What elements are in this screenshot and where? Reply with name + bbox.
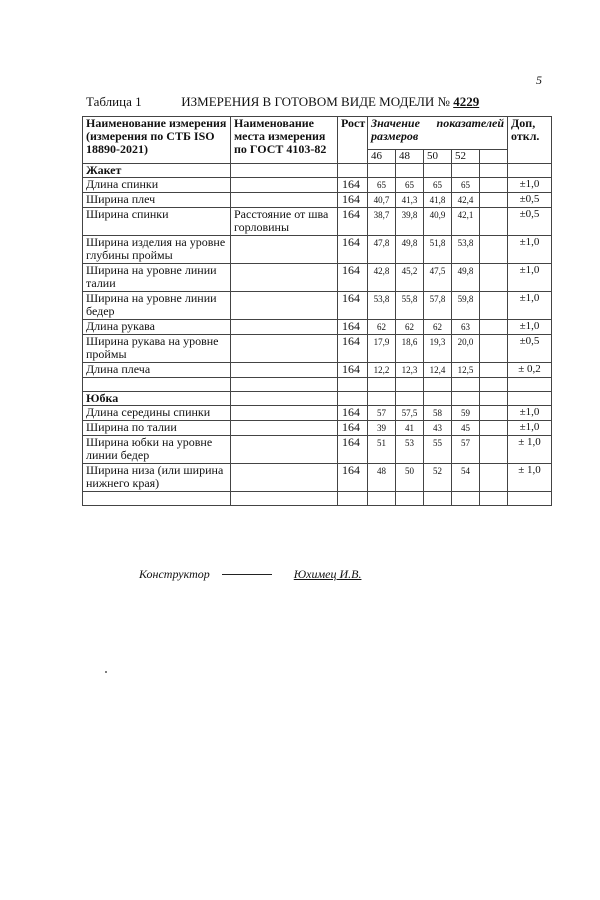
tolerance-cell: ±1,0	[508, 264, 552, 292]
blank-cell	[480, 378, 508, 392]
measurement-name: Ширина на уровне линии талии	[83, 264, 231, 292]
section-empty-cell	[338, 164, 368, 178]
stray-dot	[105, 671, 107, 673]
value-cell: 45,2	[396, 264, 424, 292]
value-cell: 47,5	[424, 264, 452, 292]
growth-cell: 164	[338, 320, 368, 335]
section-row	[83, 164, 552, 178]
blank-cell	[338, 492, 368, 506]
section-empty-cell	[368, 392, 396, 406]
signature-name: Юхимец И.В.	[293, 567, 362, 581]
tolerance-cell: ±1,0	[508, 421, 552, 436]
blank-row	[83, 492, 552, 506]
value-cell: 55,8	[396, 292, 424, 320]
growth-cell: 164	[338, 406, 368, 421]
value-cell: 43	[424, 421, 452, 436]
blank-row	[83, 378, 552, 392]
blank-cell	[508, 378, 552, 392]
blank-cell	[83, 492, 231, 506]
value-cell: 41,8	[424, 193, 452, 208]
value-cell: 48	[368, 464, 396, 492]
growth-cell: 164	[338, 178, 368, 193]
measurement-place	[231, 363, 338, 378]
section-empty-cell	[508, 164, 552, 178]
signature-block	[139, 567, 361, 582]
value-cell: 17,9	[368, 335, 396, 363]
measurement-place: Расстояние от шва горловины	[231, 208, 338, 236]
table-row	[83, 464, 552, 492]
tolerance-cell: ±0,5	[508, 193, 552, 208]
tolerance-cell: ± 1,0	[508, 464, 552, 492]
header-growth: Рост	[338, 117, 368, 164]
growth-cell: 164	[338, 464, 368, 492]
table-row	[83, 320, 552, 335]
value-cell: 12,2	[368, 363, 396, 378]
value-cell: 53,8	[452, 236, 480, 264]
header-tolerance: Доп, откл.	[508, 117, 552, 164]
header-measurement-place: Наименование места измерения по ГОСТ 4103-82	[231, 117, 338, 164]
blank-cell	[231, 378, 338, 392]
blank-cell	[396, 378, 424, 392]
section-empty-cell	[338, 392, 368, 406]
measurement-name: Длина спинки	[83, 178, 231, 193]
size-header: 48	[396, 150, 424, 164]
blank-cell	[452, 492, 480, 506]
table-row	[83, 178, 552, 193]
value-cell: 42,4	[452, 193, 480, 208]
tolerance-cell: ±0,5	[508, 335, 552, 363]
table-caption	[86, 94, 479, 110]
value-cell: 20,0	[452, 335, 480, 363]
growth-cell: 164	[338, 236, 368, 264]
measurement-name: Ширина юбки на уровне линии бедер	[83, 436, 231, 464]
measurement-place	[231, 236, 338, 264]
blank-cell	[396, 492, 424, 506]
page-number: 5	[536, 73, 542, 87]
section-empty-cell	[424, 392, 452, 406]
section-row	[83, 392, 552, 406]
value-cell	[480, 464, 508, 492]
tolerance-cell: ± 0,2	[508, 363, 552, 378]
blank-cell	[83, 378, 231, 392]
header-values-c: размеров	[371, 129, 419, 143]
value-cell: 12,5	[452, 363, 480, 378]
value-cell: 42,8	[368, 264, 396, 292]
value-cell: 65	[396, 178, 424, 193]
measurement-name: Длина рукава	[83, 320, 231, 335]
header-values	[368, 117, 508, 150]
value-cell: 40,7	[368, 193, 396, 208]
table-row	[83, 236, 552, 264]
tolerance-cell: ±1,0	[508, 406, 552, 421]
measurement-name: Длина середины спинки	[83, 406, 231, 421]
table-title: ИЗМЕРЕНИЯ В ГОТОВОМ ВИДЕ МОДЕЛИ №	[181, 94, 450, 109]
measurement-place	[231, 335, 338, 363]
section-empty-cell	[452, 392, 480, 406]
blank-cell	[452, 378, 480, 392]
value-cell: 47,8	[368, 236, 396, 264]
measurement-place	[231, 292, 338, 320]
signature-line	[222, 574, 272, 575]
value-cell	[480, 178, 508, 193]
blank-cell	[231, 492, 338, 506]
section-empty-cell	[452, 164, 480, 178]
value-cell: 62	[424, 320, 452, 335]
value-cell: 57	[368, 406, 396, 421]
table-row	[83, 264, 552, 292]
value-cell	[480, 208, 508, 236]
size-header: 46	[368, 150, 396, 164]
value-cell	[480, 236, 508, 264]
size-header: 50	[424, 150, 452, 164]
growth-cell: 164	[338, 193, 368, 208]
section-empty-cell	[231, 164, 338, 178]
section-empty-cell	[508, 392, 552, 406]
section-empty-cell	[396, 164, 424, 178]
growth-cell: 164	[338, 208, 368, 236]
measurement-place	[231, 178, 338, 193]
value-cell: 19,3	[424, 335, 452, 363]
value-cell	[480, 436, 508, 464]
value-cell: 57,8	[424, 292, 452, 320]
tolerance-cell: ± 1,0	[508, 436, 552, 464]
measurement-name: Длина плеча	[83, 363, 231, 378]
value-cell	[480, 363, 508, 378]
tolerance-cell: ±0,5	[508, 208, 552, 236]
value-cell: 57	[452, 436, 480, 464]
header-values-b: показателей	[436, 116, 505, 130]
value-cell: 65	[424, 178, 452, 193]
table-row	[83, 208, 552, 236]
value-cell	[480, 193, 508, 208]
value-cell: 63	[452, 320, 480, 335]
signature-role: Конструктор	[139, 567, 210, 581]
measurement-place	[231, 320, 338, 335]
growth-cell: 164	[338, 292, 368, 320]
measurement-name: Ширина рукава на уровне проймы	[83, 335, 231, 363]
value-cell: 57,5	[396, 406, 424, 421]
measurement-name: Ширина низа (или ширина нижнего края)	[83, 464, 231, 492]
table-label: Таблица 1	[86, 94, 142, 109]
measurement-place	[231, 436, 338, 464]
value-cell: 53	[396, 436, 424, 464]
measurement-place	[231, 406, 338, 421]
measurement-name: Ширина на уровне линии бедер	[83, 292, 231, 320]
blank-cell	[368, 492, 396, 506]
growth-cell: 164	[338, 264, 368, 292]
value-cell: 39,8	[396, 208, 424, 236]
section-empty-cell	[480, 164, 508, 178]
value-cell: 65	[368, 178, 396, 193]
value-cell	[480, 264, 508, 292]
measurement-place	[231, 193, 338, 208]
header-measurement-name: Наименование измерения (измерения по СТБ ISO 18890-2021)	[83, 117, 231, 164]
value-cell: 62	[396, 320, 424, 335]
value-cell: 41	[396, 421, 424, 436]
blank-cell	[338, 378, 368, 392]
value-cell: 49,8	[396, 236, 424, 264]
measurement-name: Ширина по талии	[83, 421, 231, 436]
value-cell: 50	[396, 464, 424, 492]
table-row	[83, 436, 552, 464]
tolerance-cell: ±1,0	[508, 320, 552, 335]
blank-cell	[480, 492, 508, 506]
header-values-a: Значение	[371, 116, 420, 130]
growth-cell: 164	[338, 421, 368, 436]
tolerance-cell: ±1,0	[508, 236, 552, 264]
value-cell: 18,6	[396, 335, 424, 363]
value-cell: 65	[452, 178, 480, 193]
blank-cell	[368, 378, 396, 392]
section-empty-cell	[396, 392, 424, 406]
value-cell: 59	[452, 406, 480, 421]
value-cell	[480, 335, 508, 363]
value-cell: 42,1	[452, 208, 480, 236]
table-row	[83, 421, 552, 436]
section-empty-cell	[424, 164, 452, 178]
measurement-place	[231, 421, 338, 436]
value-cell: 51	[368, 436, 396, 464]
table-row	[83, 406, 552, 421]
value-cell	[480, 320, 508, 335]
value-cell: 45	[452, 421, 480, 436]
growth-cell: 164	[338, 335, 368, 363]
value-cell: 12,4	[424, 363, 452, 378]
measurements-table	[82, 116, 552, 506]
table-row	[83, 193, 552, 208]
blank-cell	[508, 492, 552, 506]
measurement-name: Ширина изделия на уровне глубины проймы	[83, 236, 231, 264]
blank-cell	[424, 492, 452, 506]
value-cell: 12,3	[396, 363, 424, 378]
value-cell	[480, 421, 508, 436]
value-cell: 53,8	[368, 292, 396, 320]
measurement-place	[231, 464, 338, 492]
growth-cell: 164	[338, 436, 368, 464]
value-cell: 49,8	[452, 264, 480, 292]
blank-cell	[424, 378, 452, 392]
table-row	[83, 363, 552, 378]
value-cell: 55	[424, 436, 452, 464]
value-cell	[480, 406, 508, 421]
value-cell: 52	[424, 464, 452, 492]
section-title: Жакет	[83, 164, 231, 178]
value-cell: 58	[424, 406, 452, 421]
measurement-place	[231, 264, 338, 292]
table-row	[83, 335, 552, 363]
value-cell: 38,7	[368, 208, 396, 236]
size-header: 52	[452, 150, 480, 164]
value-cell: 62	[368, 320, 396, 335]
growth-cell: 164	[338, 363, 368, 378]
section-empty-cell	[480, 392, 508, 406]
size-header	[480, 150, 508, 164]
tolerance-cell: ±1,0	[508, 292, 552, 320]
section-empty-cell	[231, 392, 338, 406]
value-cell: 54	[452, 464, 480, 492]
measurement-name: Ширина спинки	[83, 208, 231, 236]
table-row	[83, 292, 552, 320]
section-title: Юбка	[83, 392, 231, 406]
value-cell: 59,8	[452, 292, 480, 320]
value-cell: 39	[368, 421, 396, 436]
value-cell	[480, 292, 508, 320]
tolerance-cell: ±1,0	[508, 178, 552, 193]
value-cell: 40,9	[424, 208, 452, 236]
value-cell: 51,8	[424, 236, 452, 264]
section-empty-cell	[368, 164, 396, 178]
value-cell: 41,3	[396, 193, 424, 208]
model-number: 4229	[453, 94, 480, 109]
measurement-name: Ширина плеч	[83, 193, 231, 208]
